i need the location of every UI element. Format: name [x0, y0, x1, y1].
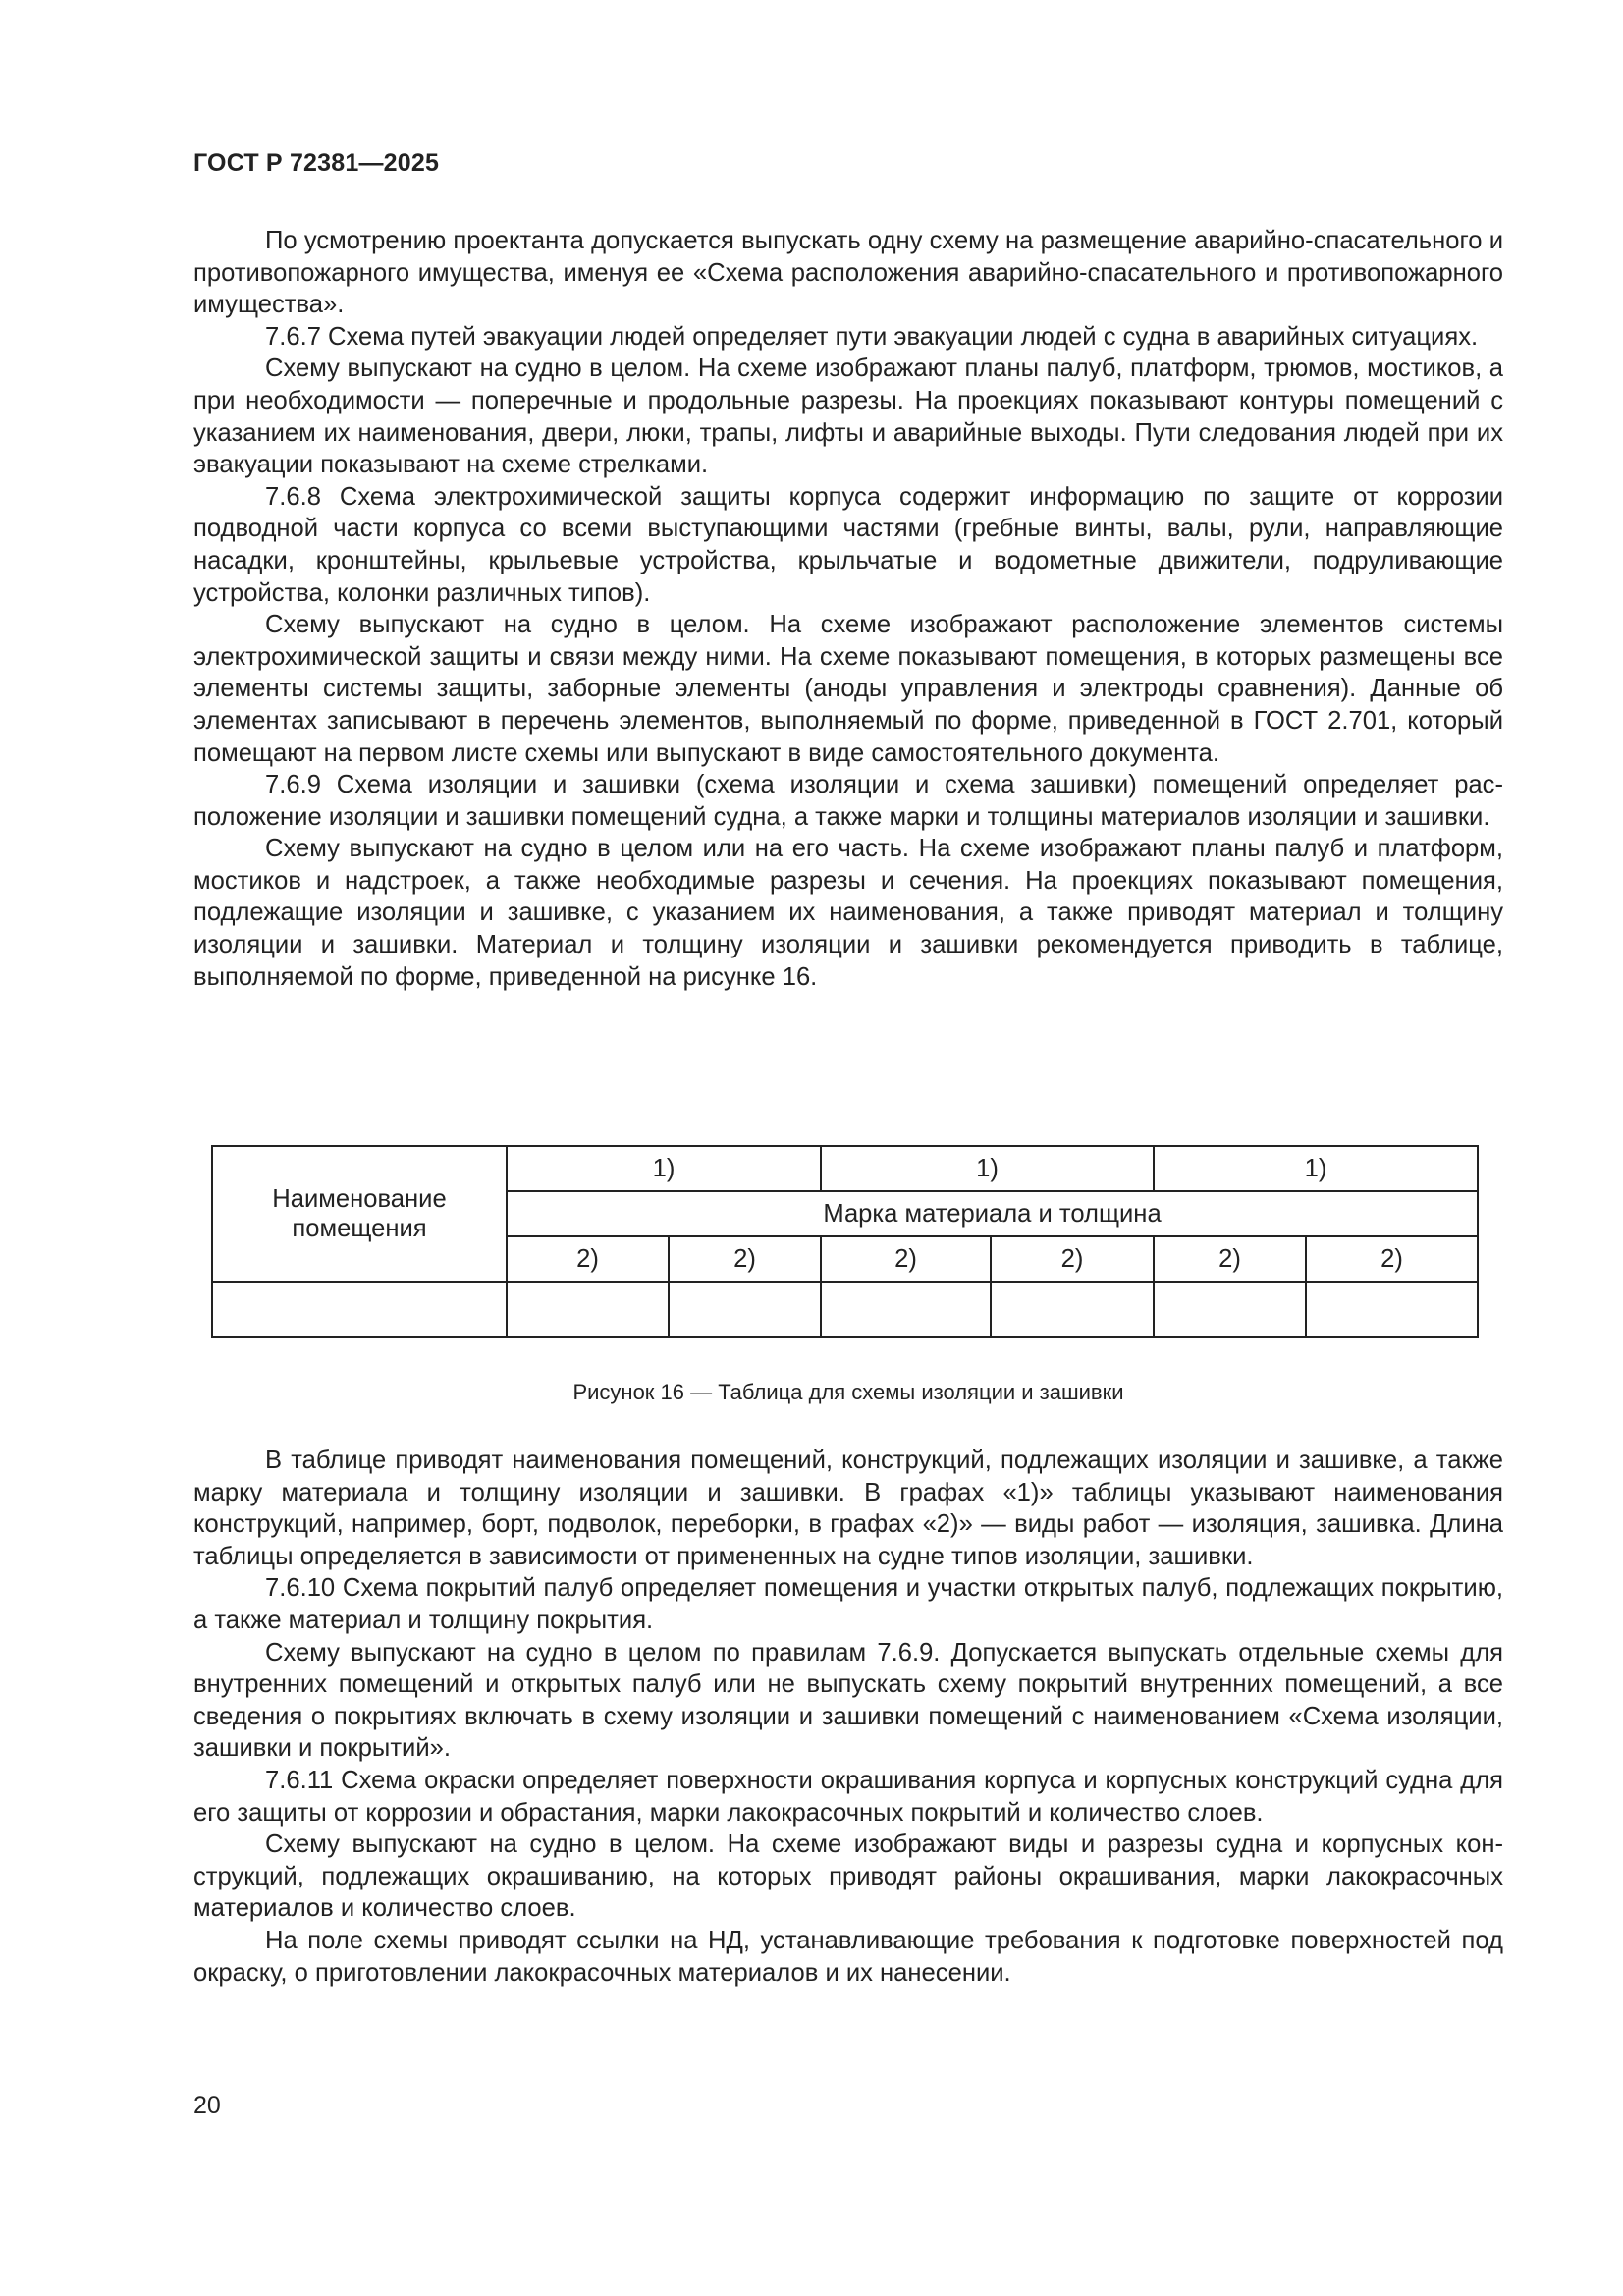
structure-header-cell: 1): [507, 1146, 821, 1191]
paragraph: 7.6.9 Схема изоляции и зашивки (схема изоляции и схема зашивки) помещений определяет расположение изоляции и зашивки помещений судна, а также марки и толщины материалов изоляции и зашивки.: [193, 771, 1503, 831]
paragraph: 7.6.8 Схема электрохимической защиты корпуса содержит информацию по защите от коррозии подводной части корпуса со всеми выступающими частями (гребные винты, валы, рули, направляющие насадки, кронштейны, крыльевые устройства, крыльчатые и водометные движители, подруливающие устройства, колонки различных типов).: [193, 482, 1503, 607]
work-type-header-cell: 2): [669, 1236, 821, 1282]
paragraph: Схему выпускают на судно в целом. На схеме изображают расположение элементов системы электрохимической защиты и связи между ними. На схеме показывают помещения, в которых размещены все элементы системы защиты, заборные элементы (аноды управления и электроды сравнения). Данные об элементах записывают в перечень элементов, выполняемый по форме, приведенной в ГОСТ 2.701, который помещают на первом листе схемы или выпускают в виде самостоятельного документа.: [193, 611, 1503, 767]
paragraph: 7.6.10 Схема покрытий палуб определяет помещения и участки открытых палуб, подлежащих покрытию, а также материал и толщину покрытия.: [193, 1574, 1503, 1634]
paragraph: 7.6.11 Схема окраски определяет поверхности окрашивания корпуса и корпусных конструкций судна для его защиты от коррозии и обрастания, марки лакокрасочных покрытий и количество слоев.: [193, 1766, 1503, 1827]
document-header: ГОСТ Р 72381—2025: [193, 149, 440, 177]
paragraph: Схему выпускают на судно в целом. На схеме изображают планы палуб, платформ, трюмов, мостиков, а при необходимости — поперечные и продольные разрезы. На проекциях показывают контуры помещений с указанием их наименования, двери, люки, трапы, лифты и аварийные выходы. Пути следования людей при их эвакуации показывают на схеме стрелками.: [193, 355, 1503, 479]
figure-16-table: [211, 1145, 1479, 1338]
room-name-header: Наименование помещения: [212, 1146, 507, 1282]
body-text-bottom: [193, 1445, 1503, 1989]
empty-table-cell: [991, 1282, 1154, 1337]
figure-caption: Рисунок 16 — Таблица для схемы изоляции и зашивки: [572, 1380, 1124, 1404]
page-number: 20: [193, 2092, 221, 2119]
material-thickness-header: Марка материала и толщина: [507, 1191, 1478, 1236]
work-type-header-cell: 2): [1154, 1236, 1306, 1282]
paragraph: В таблице приводят наименования помещений, конструкций, подлежащих изоляции и зашивке, а также марку материала и толщину изоляции и зашивки. В графах «1)» таблицы указывают наименования конструкций, например, борт, подволок, переборки, в графах «2)» — виды работ — изоляция, зашивка. Длина таблицы определяется в зависимости от примененных на судне типов изоляции, зашивки.: [193, 1447, 1503, 1570]
empty-table-cell: [212, 1282, 507, 1337]
paragraph: На поле схемы приводят ссылки на НД, устанавливающие требования к подготовке поверхностей под окраску, о приготовлении лакокрасочных материалов и их нанесении.: [193, 1926, 1503, 1987]
paragraph: Схему выпускают на судно в целом. На схеме изображают виды и разрезы судна и корпусных конструкций, подлежащих окрашиванию, на которых приводят районы окрашивания, марки лакокрасочных материалов и количество слоев.: [193, 1831, 1503, 1923]
empty-table-cell: [669, 1282, 821, 1337]
paragraph: Схему выпускают на судно в целом по правилам 7.6.9. Допускается выпускать отдельные схемы для внутренних помещений и открытых палуб или не выпускать схему покрытий внутренних помещений, а все сведения о покрытиях включать в схему изоляции и зашивки помещений с наименованием «Схема изоляции, зашивки и покрытий».: [193, 1638, 1503, 1763]
work-type-header-cell: 2): [821, 1236, 991, 1282]
paragraph: Схему выпускают на судно в целом или на его часть. На схеме изображают планы палуб и платформ, мостиков и надстроек, а также необходимые разрезы и сечения. На проекциях показывают помещения, подлежащие изоляции и зашивке, с указанием их наименования, а также приводят материал и толщину изоляции и зашивки. Материал и толщину изоляции и зашивки рекомендуется приводить в таблице, выполняемой по форме, приведенной на рисунке 16.: [193, 835, 1503, 991]
work-type-header-cell: 2): [507, 1236, 669, 1282]
work-type-header-cell: 2): [1306, 1236, 1478, 1282]
empty-table-cell: [1154, 1282, 1306, 1337]
empty-table-cell: [821, 1282, 991, 1337]
empty-table-cell: [507, 1282, 669, 1337]
paragraph: По усмотрению проектанта допускается выпускать одну схему на размещение аварийно-спасательного и противопожарного имущества, именуя ее «Схема расположения аварийно-спасательного и противопожарного имущества».: [193, 227, 1503, 319]
structure-header-cell: 1): [1154, 1146, 1478, 1191]
body-text-top: [193, 225, 1503, 993]
paragraph: 7.6.7 Схема путей эвакуации людей определяет пути эвакуации людей с судна в аварийных ситуациях.: [265, 322, 1479, 351]
structure-header-cell: 1): [821, 1146, 1154, 1191]
work-type-header-cell: 2): [991, 1236, 1154, 1282]
empty-table-cell: [1306, 1282, 1478, 1337]
